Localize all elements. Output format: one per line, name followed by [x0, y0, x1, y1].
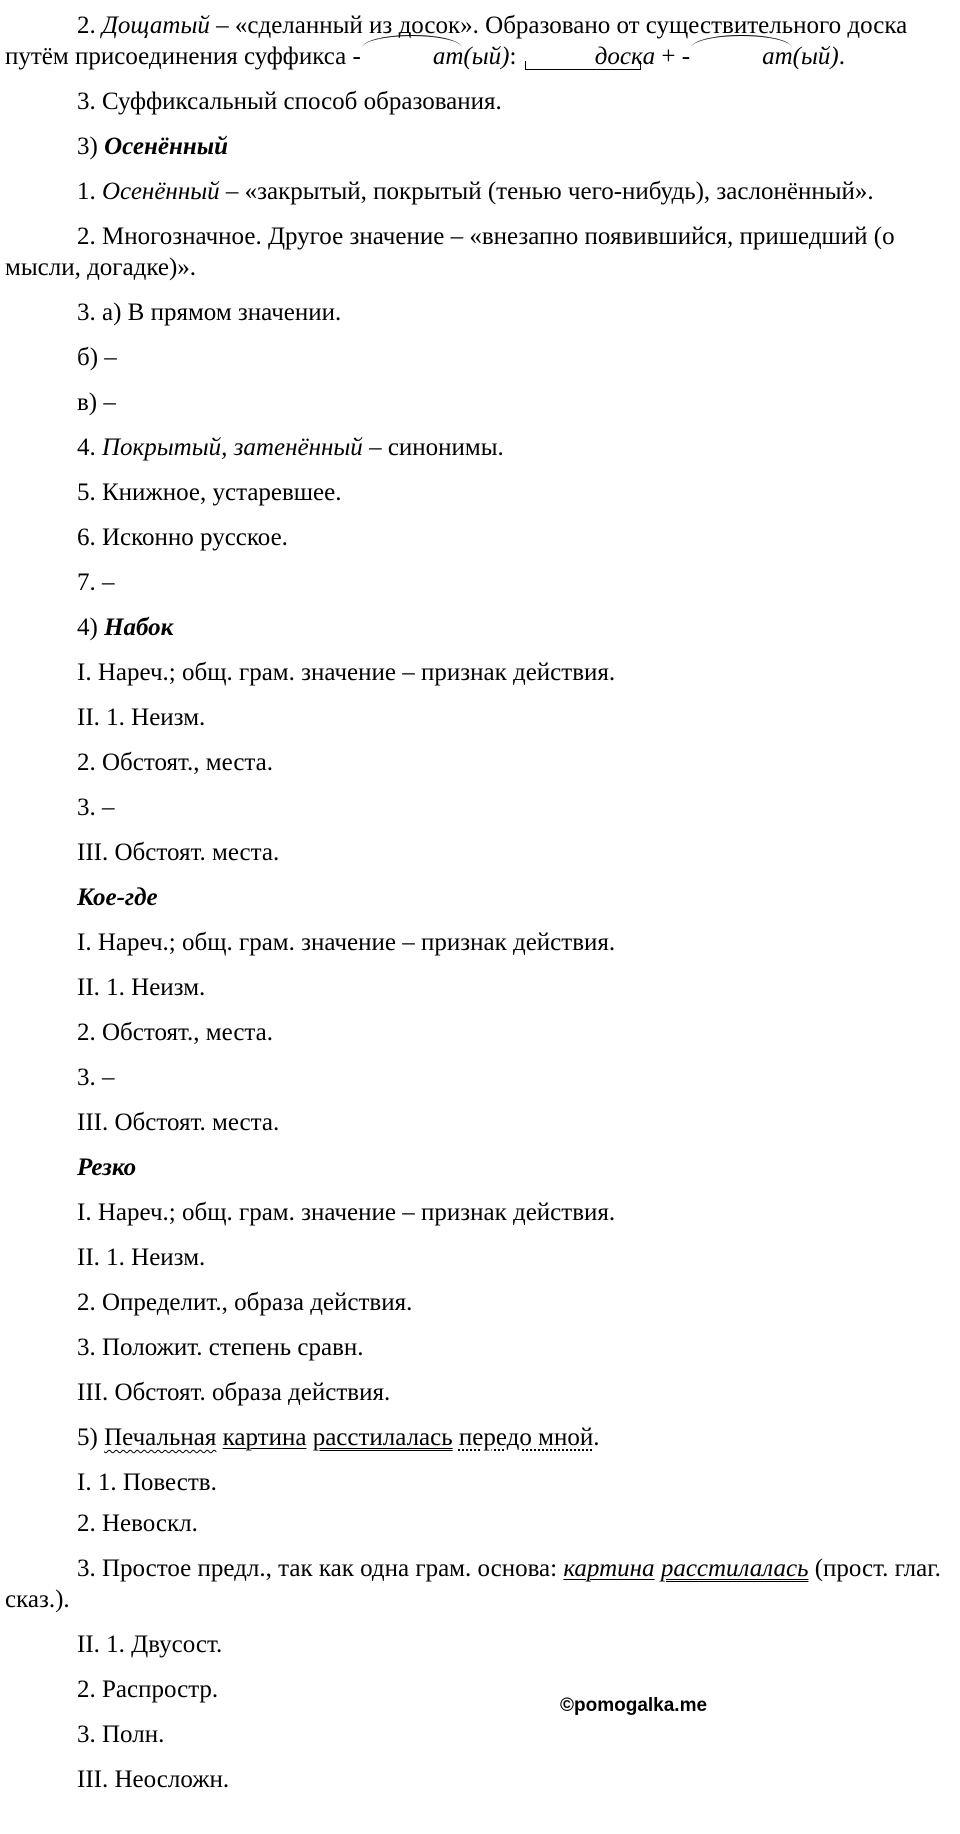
- heading-number: 4): [77, 614, 105, 641]
- heading-nabok: [0, 612, 960, 643]
- item-number: 2.: [77, 12, 102, 39]
- subject-word: картина: [563, 1555, 655, 1582]
- heading-word: Осенённый: [104, 133, 228, 160]
- period: .: [838, 43, 845, 70]
- item-number: 4.: [77, 434, 102, 461]
- syntax-line: 2. Распростр.: [77, 1676, 219, 1703]
- rezko-line: 2. Определит., образа действия.: [77, 1289, 413, 1316]
- syntax-line: 2. Невоскл.: [77, 1510, 198, 1537]
- paragraph-polysemy: 2. Многозначное. Другое значение – «внезапно появившийся, пришедший (о мысли, догадке)».: [5, 223, 895, 281]
- heading-oseneny: [0, 131, 960, 162]
- watermark-text: ©pomogalka.me: [560, 1695, 708, 1716]
- word-predicate: расстилалась: [312, 1424, 453, 1451]
- paragraph-direct-meaning: 3. а) В прямом значении.: [77, 299, 342, 326]
- word-subject: картина: [222, 1424, 307, 1451]
- heading-word: Резко: [77, 1154, 137, 1181]
- word-attribute: Печальная: [104, 1424, 217, 1451]
- definition-text: – «закрытый, покрытый (тенью чего-нибудь), заслонённый».: [219, 178, 874, 205]
- koegde-line: 2. Обстоят., места.: [77, 1019, 273, 1046]
- colon-text: :: [509, 43, 523, 70]
- syntax-text: 3. Простое предл., так как одна грам. основа:: [77, 1555, 564, 1582]
- rezko-line: I. Нареч.; общ. грам. значение – признак действия.: [77, 1199, 616, 1226]
- paragraph-v: в) –: [77, 389, 116, 416]
- heading-number: 5): [77, 1424, 105, 1451]
- koegde-line: II. 1. Неизм.: [77, 974, 206, 1001]
- suffix-mark: ат: [361, 41, 464, 72]
- word-circumstance: передо мной: [458, 1424, 594, 1451]
- ending-a: а: [642, 43, 656, 70]
- plus-text: + -: [655, 43, 691, 70]
- koegde-line: 3. –: [77, 1064, 115, 1091]
- paragraph-synonyms: [0, 432, 960, 463]
- paragraph-seven: 7. –: [77, 569, 115, 596]
- nabok-line: 2. Обстоят., места.: [77, 749, 273, 776]
- rezko-line: 3. Положит. степень сравн.: [77, 1334, 364, 1361]
- definition-text: – «сделанный из досок». Образовано от существительного доска путём присоединения суффикса -: [5, 12, 908, 70]
- root-mark: доск: [523, 41, 643, 72]
- nabok-line: III. Обстоят. места.: [77, 839, 280, 866]
- paragraph-doschaty-meaning: [0, 10, 960, 72]
- heading-word: Набок: [104, 614, 174, 641]
- syntax-text-end: (прост. глаг. сказ.).: [5, 1555, 941, 1613]
- synonym-text: – синонимы.: [362, 434, 504, 461]
- koegde-line: III. Обстоят. места.: [77, 1109, 280, 1136]
- word-oseneny: Осенённый: [102, 178, 220, 205]
- paragraph-oseneny-meaning: [0, 176, 960, 207]
- syntax-line: III. Неосложн.: [77, 1766, 230, 1793]
- heading-koegde: [0, 882, 960, 913]
- heading-rezko: [0, 1152, 960, 1183]
- syntax-line: II. 1. Двусост.: [77, 1631, 223, 1658]
- sentence-heading: [0, 1422, 960, 1453]
- heading-number: 3): [77, 133, 105, 160]
- nabok-line: II. 1. Неизм.: [77, 704, 206, 731]
- synonym-words: Покрытый, затенённый: [102, 434, 363, 461]
- nabok-line: 3. –: [77, 794, 115, 821]
- item-number: 1.: [77, 178, 102, 205]
- ending-text-2: (ый): [792, 43, 839, 70]
- predicate-word: расстилалась: [660, 1555, 809, 1582]
- syntax-simple-sentence: [0, 1553, 960, 1615]
- koegde-line: I. Нареч.; общ. грам. значение – признак действия.: [77, 929, 616, 956]
- suffix-mark-2: ат: [690, 41, 793, 72]
- paragraph-bookish: 5. Книжное, устаревшее.: [77, 479, 342, 506]
- period: .: [593, 1424, 600, 1451]
- paragraph-formation-method: 3. Суффиксальный способ образования.: [77, 88, 502, 115]
- paragraph-origin: 6. Исконно русское.: [77, 524, 288, 551]
- syntax-line: 3. Полн.: [77, 1721, 165, 1748]
- syntax-line: I. 1. Повеств.: [77, 1469, 217, 1496]
- nabok-line: I. Нареч.; общ. грам. значение – признак действия.: [77, 659, 616, 686]
- ending-text: (ый): [463, 43, 510, 70]
- rezko-line: II. 1. Неизм.: [77, 1244, 206, 1271]
- paragraph-b: б) –: [77, 344, 117, 371]
- word-doschaty: Дощатый: [102, 12, 210, 39]
- rezko-line: III. Обстоят. образа действия.: [77, 1379, 391, 1406]
- heading-word: Кое-где: [77, 884, 158, 911]
